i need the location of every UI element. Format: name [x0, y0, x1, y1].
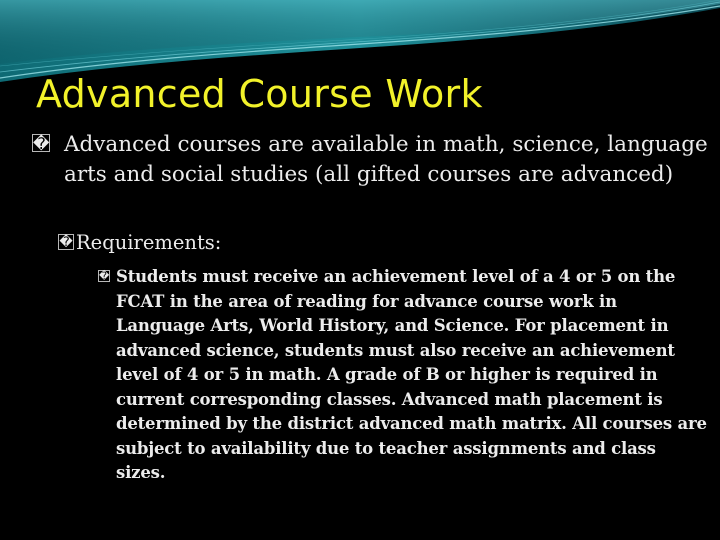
bullet-level-1	[33, 130, 710, 190]
slide-title: Advanced Course Work	[36, 72, 483, 116]
bullet-text: Requirements:	[76, 231, 222, 254]
bullet-level-3	[98, 265, 710, 486]
bullet-box-icon: �	[59, 235, 73, 250]
bullet-text: Students must receive an achievement level of a 4 or 5 on the FCAT in the area of reading for advance course work in Language Arts, World History, and Science. For placement in advanced science, students must also receive an achievement level of 4 or 5 in math. A grade of B or higher is required in current corresponding classes. Advanced math placement is determined by the district advanced math matrix. All courses are subject to availability due to teacher assignments and class sizes.	[116, 267, 707, 482]
bullet-box-icon: �	[99, 271, 110, 282]
bullet-level-2	[58, 230, 658, 256]
bullet-box-icon: �	[33, 134, 50, 153]
bullet-text: Advanced courses are available in math, science, language arts and social studies (all gifted courses are advanced)	[64, 132, 708, 187]
